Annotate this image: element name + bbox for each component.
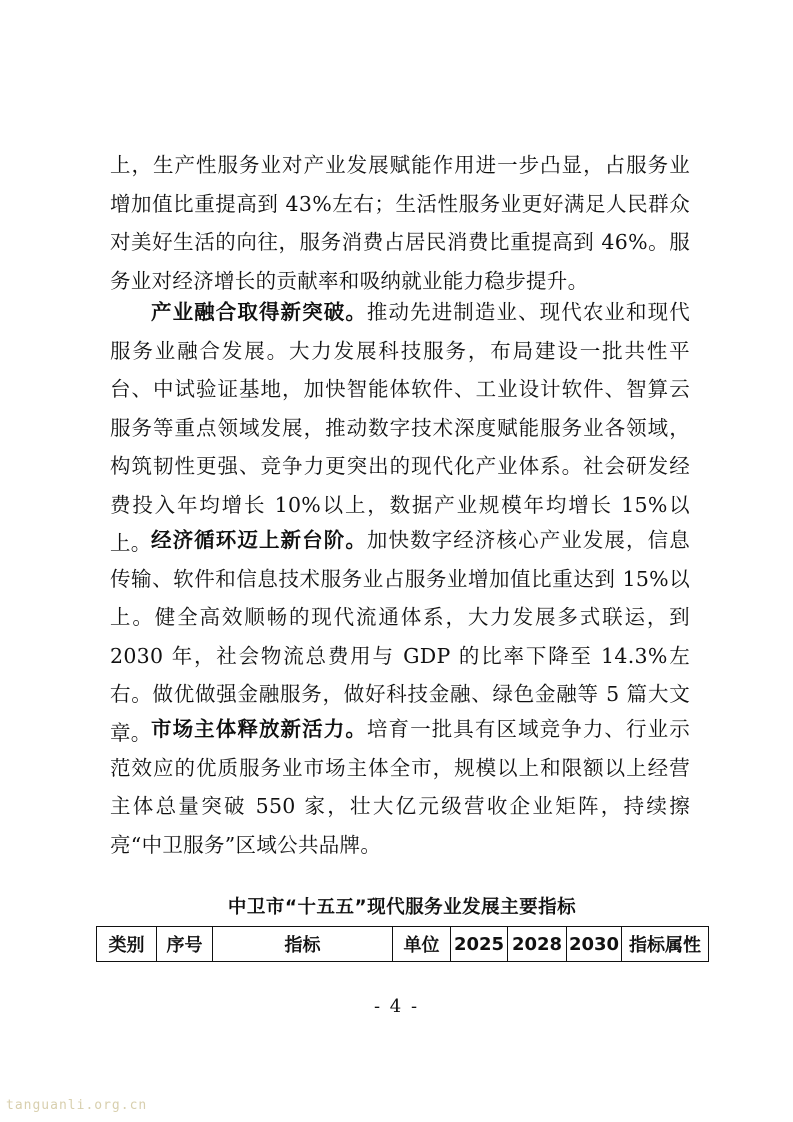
header-attribute: 指标属性 — [622, 927, 709, 962]
indicator-table — [96, 926, 709, 962]
paragraph-lead: 产业融合取得新突破。 — [151, 300, 367, 324]
header-2025: 2025 — [451, 927, 508, 962]
page-number: - 4 - — [373, 996, 420, 1017]
header-serial: 序号 — [157, 927, 213, 962]
watermark: tanguanli.org.cn — [6, 1098, 148, 1113]
table-title: 中卫市“十五五”现代服务业发展主要指标 — [227, 897, 577, 918]
paragraph-text: 推动先进制造业、现代农业和现代服务业融合发展。大力发展科技服务，布局建设一批共性平台、中试验证基地，加快智能体软件、工业设计软件、智算云服务等重点领域发展，推动数字技术深度赋能服务业各领域，构筑韧性更强、竞争力更突出的现代化产业体系。社会研发经费投入年均增长 10%以上，数据产业规模年均增长 15%以上。 — [110, 300, 691, 555]
paragraph-continuation — [110, 146, 690, 300]
table-header-row — [97, 927, 709, 962]
paragraph-lead: 市场主体释放新活力。 — [151, 717, 367, 741]
paragraph-market-entities — [110, 710, 690, 864]
header-category: 类别 — [97, 927, 157, 962]
header-indicator: 指标 — [213, 927, 393, 962]
paragraph-text: 加快数字经济核心产业发展，信息传输、软件和信息技术服务业占服务业增加值比重达到 15%以上。健全高效顺畅的现代流通体系，大力发展多式联运，到 2030 年，社会物流总费用与 GDP 的比率下降至 14.3%左右。做优做强金融服务，做好科技金融、绿色金融等 5 篇大文章。 — [110, 528, 691, 745]
paragraph-text: 培育一批具有区域竞争力、行业示范效应的优质服务业市场主体全市，规模以上和限额以上经营主体总量突破 550 家，壮大亿元级营收企业矩阵，持续擦亮“中卫服务”区域公共品牌。 — [110, 717, 691, 857]
header-2030: 2030 — [567, 927, 622, 962]
paragraph-lead: 经济循环迈上新台阶。 — [151, 528, 367, 552]
header-unit: 单位 — [393, 927, 451, 962]
paragraph-text: 上，生产性服务业对产业发展赋能作用进一步凸显，占服务业增加值比重提高到 43%左右；生活性服务业更好满足人民群众对美好生活的向往，服务消费占居民消费比重提高到 46%。服务业对经济增长的贡献率和吸纳就业能力稳步提升。 — [110, 153, 690, 293]
header-2028: 2028 — [508, 927, 567, 962]
